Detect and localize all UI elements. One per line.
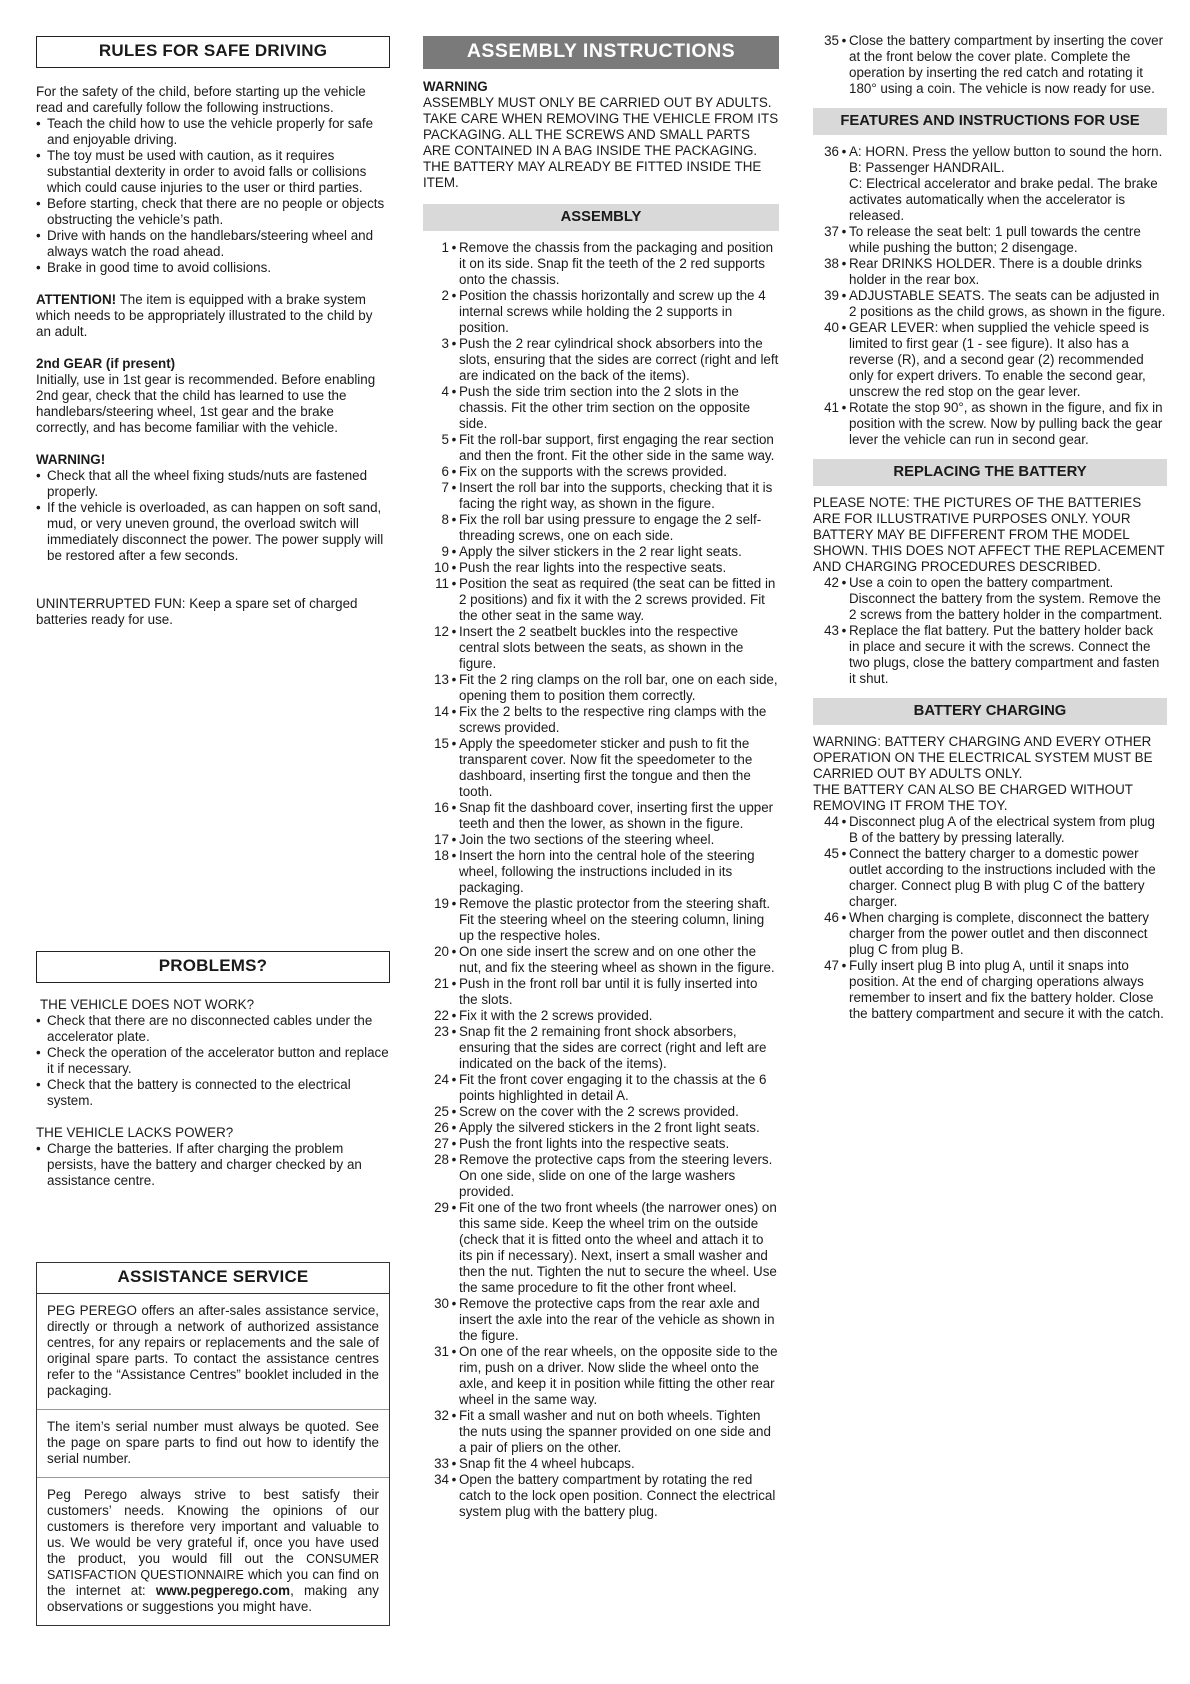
list-item: 32 • Fit a small washer and nut on both wheels. Tighten the nuts using the spanner provided on one side and a pair of pliers on the other. [434, 1408, 771, 1455]
list-item: 23 • Snap fit the 2 remaining front shock absorbers, ensuring that the sides are correct (right and left are indicated on the back of the items). [434, 1024, 767, 1071]
list-item: 45 • Connect the battery charger to a domestic power outlet according to the instructions included with the charger. Connect plug B with plug C of the battery charger. [824, 846, 1156, 909]
attention-text: The item is equipped with a brake system which needs to be appropriately illustrated to the child by an adult. [36, 292, 373, 339]
fun-text: UNINTERRUPTED FUN: Keep a spare set of charged batteries ready for use. [36, 596, 358, 627]
problems-heading: PROBLEMS? [36, 951, 390, 983]
website-link[interactable]: www.pegperego.com [155, 1583, 291, 1598]
list-item: 11 • Position the seat as required (the seat can be fitted in 2 positions) and fix it with the 2 screws provided. Fit the other seat in the same way. [435, 576, 776, 623]
safe-driving-intro: For the safety of the child, before starting up the vehicle read and carefully follow the following instructions. [36, 84, 366, 115]
assistance-paragraph-3: Peg Perego always strive to best satisfy their customers’ needs. Knowing the opinions of our customers is therefore very important and valuable to us. We would be very grateful if, once you have used the product, you would fill out the CONSUMER SATISFACTION QUESTIONNAIRE which you can find on the internet at: www.pegperego.com, making any observations or suggestions you might have. [37, 1477, 389, 1625]
gear-text: Initially, use in 1st gear is recommended. Before enabling 2nd gear, check that the child has learned to use the handlebars/steering wheel, 1st gear and the brake correctly, and has become familiar with the vehicle. [36, 372, 376, 435]
list-item: • Check the operation of the accelerator button and replace it if necessary. [36, 1045, 390, 1077]
replacing-battery-heading: REPLACING THE BATTERY [813, 459, 1167, 486]
problem-list-2 [36, 1141, 390, 1189]
column-left [36, 36, 390, 1614]
list-item: • Teach the child how to use the vehicle properly for safe and enjoyable driving. [36, 116, 390, 148]
warning-heading: WARNING! [36, 452, 106, 467]
list-item: 7 • Insert the roll bar into the supports, checking that it is facing the right way, as shown in the figure. [441, 480, 773, 511]
list-item: 16 • Snap fit the dashboard cover, inserting first the upper teeth and then the lower, as shown in the figure. [434, 800, 774, 831]
list-item: 5 • Fit the roll-bar support, first engaging the rear section and then the front. Fit the other side in the same way. [441, 432, 775, 463]
attention-label: ATTENTION! [36, 292, 117, 307]
list-item: 44 • Disconnect plug A of the electrical system from plug B of the battery by pressing laterally. [824, 814, 1155, 845]
list-item: 43 • Replace the flat battery. Put the battery holder back in place and secure it with the screws. Connect the two plugs, close the battery compartment and fasten it shut. [824, 623, 1160, 686]
warning-list [36, 468, 390, 564]
list-item: 14 • Fix the 2 belts to the respective ring clamps with the screws provided. [434, 704, 767, 735]
attention-paragraph [36, 292, 390, 340]
list-item: • Check that all the wheel fixing studs/nuts are fastened properly. [36, 468, 390, 500]
list-item: 17 • Join the two sections of the steering wheel. [434, 832, 715, 847]
list-item: • Drive with hands on the handlebars/steering wheel and always watch the road ahead. [36, 228, 390, 260]
list-item: • Check that the battery is connected to the electrical system. [36, 1077, 390, 1109]
list-item: 18 • Insert the horn into the central hole of the steering wheel, following the instructions included in its packaging. [434, 848, 755, 895]
list-item: 33 • Snap fit the 4 wheel hubcaps. [434, 1456, 635, 1471]
list-item: 21 • Push in the front roll bar until it is fully inserted into the slots. [434, 976, 758, 1007]
list-item: • If the vehicle is overloaded, as can happen on soft sand, mud, or very uneven ground, the overload switch will immediately disconnect the power. The power supply will be restored after a few seconds. [36, 500, 390, 564]
list-item: 25 • Screw on the cover with the 2 screws provided. [434, 1104, 739, 1119]
gear-heading: 2nd GEAR (if present) [36, 356, 176, 371]
assistance-paragraph-1: PEG PEREGO offers an after-sales assistance service, directly or through a network of authorized assistance centres, for any repairs or replacements and the sale of original spare parts. To contact the assistance centres refer to the “Assistance Centres” booklet included in the packaging. [47, 1303, 379, 1398]
list-item: 9 • Apply the silver stickers in the 2 rear light seats. [441, 544, 742, 559]
list-item: 15 • Apply the speedometer sticker and push to fit the transparent cover. Now fit the speedometer to the dashboard, inserting first the tongue and then the tooth. [434, 736, 753, 799]
list-item: • Before starting, check that there are no people or objects obstructing the vehicle’s path. [36, 196, 390, 228]
list-item: 22 • Fix it with the 2 screws provided. [434, 1008, 653, 1023]
list-item: 42 • Use a coin to open the battery compartment. Disconnect the battery from the system. Remove the 2 screws from the battery holder in the compartment. [824, 575, 1163, 622]
list-item: 36 • A: HORN. Press the yellow button to sound the horn. B: Passenger HANDRAIL. C: Electrical accelerator and brake pedal. The brake activates automatically when the accelerator is released. [824, 144, 1163, 223]
problem-heading-2: THE VEHICLE LACKS POWER? [36, 1125, 234, 1140]
column-middle [423, 36, 779, 1520]
assembly-steps-list [423, 240, 779, 1520]
list-item: 27 • Push the front lights into the respective seats. [434, 1136, 730, 1151]
list-item: 46 • When charging is complete, disconnect the battery charger from the power outlet and then disconnect plug C from plug B. [824, 910, 1149, 957]
list-item: 47 • Fully insert plug B into plug A, until it snaps into position. At the end of charging operations always remember to insert and fix the battery holder. Close the battery compartment and secure it with the catch. [824, 958, 1164, 1021]
replacing-note: PLEASE NOTE: THE PICTURES OF THE BATTERIES ARE FOR ILLUSTRATIVE PURPOSES ONLY. YOUR BATTERY MAY BE DIFFERENT FROM THE MODEL SHOWN. THIS DOES NOT AFFECT THE REPLACEMENT AND CHARGING PROCEDURES DESCRIBED. [813, 495, 1165, 574]
assistance-box [36, 1262, 390, 1626]
list-item: 1 • Remove the chassis from the packaging and position it on its side. Snap fit the teeth of the 2 red supports onto the chassis. [441, 240, 774, 287]
list-item: 38 • Rear DRINKS HOLDER. There is a double drinks holder in the rear box. [824, 256, 1142, 287]
questionnaire-label: CONSUMER SATISFACTION QUESTIONNAIRE [47, 1552, 379, 1582]
assistance-section [36, 1262, 390, 1626]
list-item: 34 • Open the battery compartment by rotating the red catch to the lock open position. Connect the electrical system plug with the battery plug. [434, 1472, 776, 1519]
assistance-heading: ASSISTANCE SERVICE [37, 1263, 389, 1294]
list-item: 4 • Push the side trim section into the 2 slots in the chassis. Fit the other trim section on the opposite side. [441, 384, 751, 431]
problem-list-1 [36, 1013, 390, 1109]
list-item: 2 • Position the chassis horizontally and screw up the 4 internal screws while holding the 2 supports in position. [441, 288, 766, 335]
list-item: 40 • GEAR LEVER: when supplied the vehicle speed is limited to first gear (1 - see figure). It also has a reverse (R), and a second gear (2) recommended only for expert drivers. To enable the second gear, unscrew the red stop on the gear lever. [824, 320, 1149, 399]
list-item: • The toy must be used with caution, as it requires substantial dexterity in order to avoid falls or collisions which could cause injuries to the user or third parties. [36, 148, 390, 196]
safe-driving-list [36, 116, 390, 276]
charging-steps-list [813, 814, 1167, 1022]
assembly-warning-text: ASSEMBLY MUST ONLY BE CARRIED OUT BY ADULTS. TAKE CARE WHEN REMOVING THE VEHICLE FROM ITS PACKAGING. ALL THE SCREWS AND SMALL PARTS ARE CONTAINED IN A BAG INSIDE THE PACKAGING. THE BATTERY MAY ALREADY BE FITTED INSIDE THE ITEM. [423, 95, 779, 190]
list-item: • Check that there are no disconnected cables under the accelerator plate. [36, 1013, 390, 1045]
list-item: 26 • Apply the silvered stickers in the 2 front light seats. [434, 1120, 760, 1135]
list-item: 24 • Fit the front cover engaging it to the chassis at the 6 points highlighted in detail A. [434, 1072, 767, 1103]
charging-warning: WARNING: BATTERY CHARGING AND EVERY OTHER OPERATION ON THE ELECTRICAL SYSTEM MUST BE CARRIED OUT BY ADULTS ONLY. [813, 734, 1153, 781]
list-item: 41 • Rotate the stop 90°, as shown in the figure, and fix in position with the screw. Now by pulling back the gear lever the vehicle can run in second gear. [824, 400, 1163, 447]
problem-heading-1: THE VEHICLE DOES NOT WORK? [40, 997, 255, 1012]
list-item: 37 • To release the seat belt: 1 pull towards the centre while pushing the button; 2 disengage. [824, 224, 1141, 255]
problems-section [36, 951, 390, 1189]
assistance-paragraph-2: The item’s serial number must always be quoted. See the page on spare parts to find out how to identify the serial number. [37, 1409, 389, 1477]
list-item: 39 • ADJUSTABLE SEATS. The seats can be adjusted in 2 positions as the child grows, as shown in the figure. [824, 288, 1166, 319]
list-item: 6 • Fix on the supports with the screws provided. [441, 464, 727, 479]
list-item: 19 • Remove the plastic protector from the steering shaft. Fit the steering wheel on the steering column, lining up the respective holes. [434, 896, 771, 943]
assembly-heading: ASSEMBLY [423, 204, 779, 231]
list-item: 30 • Remove the protective caps from the rear axle and insert the axle into the rear of the vehicle as shown in the figure. [434, 1296, 775, 1343]
list-item: 3 • Push the 2 rear cylindrical shock absorbers into the slots, ensuring that the sides are correct (right and left are indicated on the back of the items). [441, 336, 779, 383]
list-item: 10 • Push the rear lights into the respective seats. [434, 560, 727, 575]
column-right [813, 33, 1167, 1022]
features-steps-list [813, 144, 1167, 448]
list-item: • Brake in good time to avoid collisions. [36, 260, 390, 276]
list-item: 8 • Fix the roll bar using pressure to engage the 2 self-threading screws, one on each side. [441, 512, 762, 543]
safe-driving-heading: RULES FOR SAFE DRIVING [36, 36, 390, 68]
features-heading: FEATURES AND INSTRUCTIONS FOR USE [813, 108, 1167, 135]
list-item: 20 • On one side insert the screw and on one other the nut, and fix the steering wheel as shown in the figure. [434, 944, 775, 975]
charging-note: THE BATTERY CAN ALSO BE CHARGED WITHOUT REMOVING IT FROM THE TOY. [813, 782, 1133, 813]
list-item: • Charge the batteries. If after charging the problem persists, have the battery and charger checked by an assistance centre. [36, 1141, 390, 1189]
step-35-list [813, 33, 1167, 97]
list-item: 28 • Remove the protective caps from the steering levers. On one side, slide on one of the large washers provided. [434, 1152, 773, 1199]
list-item: 12 • Insert the 2 seatbelt buckles into the respective central slots between the seats, as shown in the figure. [434, 624, 744, 671]
list-item: 13 • Fit the 2 ring clamps on the roll bar, one on each side, opening them to position them correctly. [434, 672, 778, 703]
assembly-instructions-heading: ASSEMBLY INSTRUCTIONS [423, 36, 779, 69]
replacing-steps-list [813, 575, 1167, 687]
battery-charging-heading: BATTERY CHARGING [813, 698, 1167, 725]
list-item: 35 • Close the battery compartment by inserting the cover at the front below the cover plate. Complete the operation by inserting the red catch and rotating it 180° using a coin. The vehicle is now ready for use. [824, 33, 1164, 96]
assembly-warning-label: WARNING [423, 79, 488, 94]
list-item: 31 • On one of the rear wheels, on the opposite side to the rim, push on a driver. Now slide the wheel onto the axle, and keep it in position while fitting the other rear wheel in the same way. [434, 1344, 778, 1407]
list-item: 29 • Fit one of the two front wheels (the narrower ones) on this same side. Keep the wheel trim on the outside (check that it is fitted onto the wheel and attach it to its pin if necessary). Next, insert a small washer and then the nut. Tighten the nut to secure the wheel. Use the same procedure to fit the other front wheel. [434, 1200, 777, 1295]
